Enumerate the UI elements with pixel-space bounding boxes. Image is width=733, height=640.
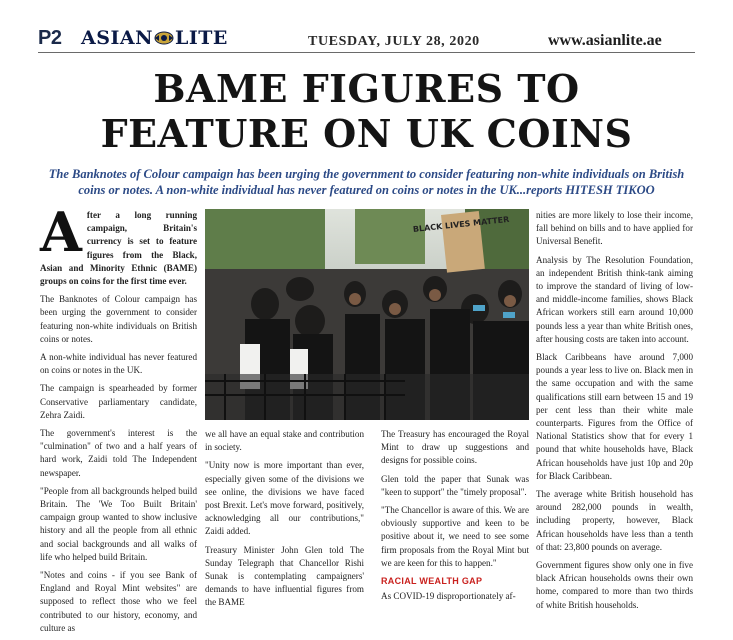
body-paragraph: The campaign is spearheaded by former Conservative parliamentary candidate, Zehra Zaidi. [40, 383, 197, 420]
body-paragraph: nities are more likely to lose their income, fall behind on bills and to have applied for Universal Benefit. [536, 210, 693, 247]
lead-paragraph: fter a long running campaign, Britain's currency is set to feature figures from the Black, Asian and Minority Ethnic (BAME) groups on coins for the first time ever. [40, 210, 197, 287]
body-paragraph: "Notes and coins - if you see Bank of England and Royal Mint websites" are supposed to reflect those who we feel contributed to our history, economy, and culture as [40, 570, 197, 633]
body-paragraph: A non-white individual has never featured on coins or notes in the UK. [40, 352, 197, 376]
protest-photo-illustration [205, 209, 529, 420]
masthead [0, 0, 733, 52]
body-paragraph: "The Chancellor is aware of this. We are obviously supportive and keen to be positive about it, we need to see some firm proposals from the Royal Mint but we are keen for this to happen." [381, 505, 529, 568]
body-paragraph: Treasury Minister John Glen told The Sunday Telegraph that Chancellor Rishi Sunak is contemplating campaigners' demands to have influential figures from the BAME [205, 544, 364, 608]
article-column-1 [40, 200, 197, 640]
headline [38, 66, 695, 156]
website-link[interactable]: www.asianlite.ae [548, 32, 662, 49]
body-paragraph: The Banknotes of Colour campaign has been urging the government to consider featuring non-white individuals on British coins or notes. [40, 294, 197, 344]
body-paragraph: The Treasury has encouraged the Royal Mint to draw up suggestions and designs for possible coins. [381, 429, 529, 466]
logo-text-left: ASIAN [81, 27, 153, 49]
logo-text-right: LITE [174, 27, 228, 49]
body-paragraph: Glen told the paper that Sunak was "keen to support" the "timely proposal". [381, 473, 529, 497]
article-column-3 [381, 428, 529, 608]
article-column-4 [536, 209, 693, 617]
section-subhead: RACIAL WEALTH GAP [381, 576, 483, 587]
article-column-2 [205, 428, 364, 615]
issue-date: TUESDAY, JULY 28, 2020 [308, 34, 480, 49]
publication-logo [81, 27, 228, 49]
body-paragraph: Analysis by The Resolution Foundation, an independent British think-tank aiming to improve the standard of living of low- and middle-income families, shows Black African workers still earn around 10,000 pounds less a year than white British ones, after housing costs are taken into account. [536, 254, 693, 344]
crest-icon [154, 31, 174, 45]
body-paragraph: As COVID-19 disproportionately af- [381, 591, 516, 602]
body-paragraph: "Unity now is more important than ever, especially given some of the divisions we see online, the divisions we have faced post Brexit. Let's move forward, positively, acknowledging all our contributions," Zaidi added. [205, 460, 364, 537]
protest-photo [205, 209, 529, 420]
body-paragraph: we all have an equal stake and contribution in society. [205, 429, 364, 453]
body-paragraph: Black Caribbeans have around 7,000 pounds a year less to live on. Black men in the same occupation and with the same qualifications still earn between 15 and 19 per cent less than their white male counterparts. Figures from the Office of National Statistics show that for every 1 pound that white households have, Black African households have just 10p and 20p for Black Caribbean. [536, 352, 693, 481]
body-paragraph: The average white British household has around 282,000 pounds in wealth, including property, however, Black African households have less than a tenth of that: 23,800 pounds on average. [536, 489, 693, 552]
body-paragraph: Government figures show only one in five black African households owns their own home, compared to more than two thirds of white British households. [536, 560, 693, 610]
headline-line-1: BAME FIGURES TO [153, 66, 580, 111]
protest-sign-text: BLACK LIVES MATTER [412, 214, 510, 234]
headline-line-2: FEATURE ON UK COINS [100, 111, 633, 156]
standfirst: The Banknotes of Colour campaign has been urging the government to consider featuring non-white individuals on British coins or notes. A non-white individual has never featured on coins or notes in the UK...reports HITESH TIKOO [48, 167, 685, 197]
body-paragraph: "People from all backgrounds helped build Britain. The 'We Too Built Britain' campaign group wanted to show inclusive history and all the people from all ethnic and social backgrounds and all walks of life who helped build Britain. [40, 485, 197, 562]
masthead-divider [38, 52, 695, 53]
drop-cap: A [40, 200, 82, 264]
page-number: P2 [38, 27, 62, 49]
body-paragraph: The government's interest is the "culmination" of two and a half years of hard work, Zaidi told The Independent newspaper. [40, 428, 197, 478]
